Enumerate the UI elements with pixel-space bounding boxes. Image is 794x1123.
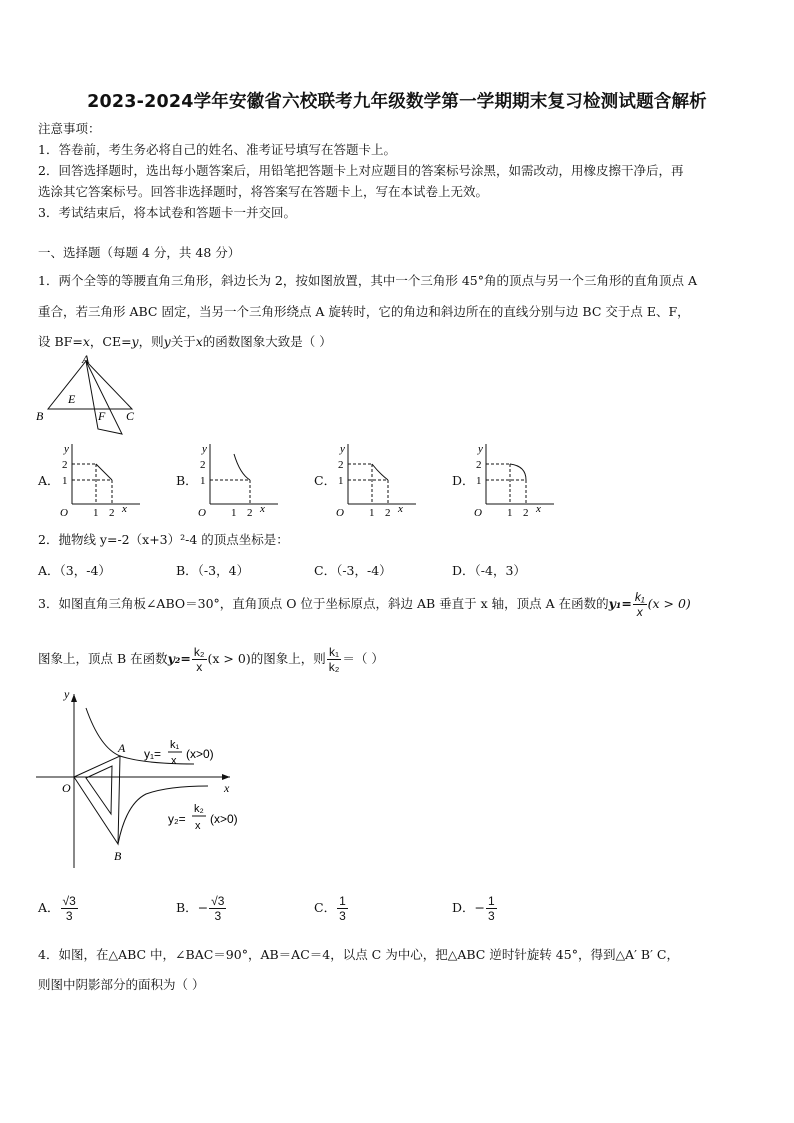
q3-option-B-label: B．	[176, 900, 198, 915]
fig-label-A: A	[118, 741, 126, 755]
q1-text-d: 关于	[170, 334, 196, 349]
q2-option-A[interactable]: A．（3，-4）	[38, 563, 111, 578]
graph-C-tick-y2: 2	[338, 459, 344, 471]
q3-y1-label: y₁=	[608, 596, 632, 611]
fig-y1-num: k₁	[170, 739, 180, 751]
graph-D-curve	[510, 464, 526, 480]
q2-option-C[interactable]: C．（-3，-4）	[314, 563, 392, 578]
q2-stem: 2．抛物线 y=-2（x+3）²-4 的顶点坐标是：	[38, 532, 289, 547]
fig-y2-cond: (x>0)	[210, 812, 238, 826]
graph-C-x-label: x	[398, 503, 403, 515]
fig-y2-label: y₂=	[168, 812, 186, 826]
graph-B-tick-x2: 2	[247, 507, 253, 518]
q3-y2-cond: (x > 0)	[207, 651, 251, 666]
q3-option-D-num: 1	[488, 894, 495, 908]
q3-y2-den: x	[196, 660, 203, 674]
q3-line-1	[38, 589, 691, 619]
q3-y1-den: x	[636, 605, 643, 619]
q3-option-B-fraction	[209, 894, 226, 923]
notice-item-1: 1．答卷前，考生务必将自己的姓名、准考证号填写在答题卡上。	[38, 142, 396, 157]
fig-y2-num: k₂	[194, 803, 204, 815]
q1-option-B-label[interactable]: B．	[176, 473, 198, 488]
graph-B-x-label: x	[260, 503, 265, 515]
graph-C-curve	[372, 464, 388, 480]
page-title: 2023-2024学年安徽省六校联考九年级数学第一学期期末复习检测试题含解析	[87, 92, 707, 112]
graph-A-tick-y1: 1	[62, 475, 68, 487]
q1-graph-C	[334, 440, 424, 518]
graph-D-x-label: x	[536, 503, 541, 515]
graph-B-origin: O	[198, 507, 206, 518]
q2-option-B[interactable]: B．（-3，4）	[176, 563, 250, 578]
q3-option-C-label: C．	[314, 900, 337, 915]
graph-B-tick-y1: 1	[200, 475, 206, 487]
graph-A-tick-x2: 2	[109, 507, 115, 518]
graph-A-y-label: y	[64, 443, 69, 455]
graph-D-tick-y1: 1	[476, 475, 482, 487]
graph-B-tick-x1: 1	[231, 507, 237, 518]
q3-option-A-fraction	[61, 894, 78, 923]
q1-option-D-label[interactable]: D．	[452, 473, 475, 488]
q1-line-2: 重合，若三角形 ABC 固定，当另一个三角形绕点 A 旋转时，它的角边和斜边所在的直线分别与边 BC 交于点 E、F，	[38, 304, 690, 319]
q1-triangle-figure	[34, 355, 144, 437]
graph-D-origin: O	[474, 507, 482, 518]
q4-line-1: 4．如图，在△ABC 中，∠BAC＝90°，AB＝AC＝4，以点 C 为中心，把△ABC 逆时针旋转 45°，得到△A′ B′ C，	[38, 947, 679, 962]
notice-item-2-cont: 选涂其它答案标号。回答非选择题时，将答案写在答题卡上，写在本试卷上无效。	[38, 184, 489, 199]
q3-text-4: ＝（ ）	[342, 651, 384, 666]
q3-y1-cond: (x > 0)	[647, 596, 691, 611]
graph-A-origin: O	[60, 507, 68, 518]
graph-A-tick-y2: 2	[62, 459, 68, 471]
q3-option-B-sign: −	[197, 900, 209, 915]
q3-option-C-fraction	[337, 894, 348, 923]
graph-D-tick-x1: 1	[507, 507, 513, 518]
q3-option-D-sign: −	[474, 900, 486, 915]
q3-option-C[interactable]	[314, 888, 349, 928]
q4-line-2: 则图中阴影部分的面积为（ ）	[38, 977, 205, 992]
q3-option-B-num: √3	[211, 894, 225, 908]
q1-graph-B	[196, 440, 286, 518]
q3-option-C-den: 3	[339, 909, 346, 923]
q3-option-A-label: A．	[38, 900, 60, 915]
fig-x-label: x	[224, 781, 230, 795]
triangle-abo	[74, 756, 120, 844]
q1-var-y: y	[131, 334, 139, 349]
label-B: B	[36, 409, 44, 423]
q3-option-A-num: √3	[62, 894, 76, 908]
q2-option-D[interactable]: D．（-4，3）	[452, 563, 526, 578]
q1-var-x-2: x	[195, 334, 203, 349]
fig-y-label: y	[64, 687, 70, 701]
graph-C-tick-x2: 2	[385, 507, 391, 518]
notice-item-3: 3．考试结束后，将本试卷和答题卡一并交回。	[38, 205, 296, 220]
q3-option-A-den: 3	[65, 909, 73, 923]
q1-line-1: 1．两个全等的等腰直角三角形，斜边长为 2，按如图放置，其中一个三角形 45°角的顶点与另一个三角形的直角顶点 A	[38, 273, 698, 288]
q3-text-2: 图象上，顶点 B 在函数	[38, 651, 168, 666]
q1-graph-A	[58, 440, 148, 518]
q3-figure	[34, 686, 264, 871]
q3-option-B[interactable]	[176, 888, 227, 928]
q1-line-3	[38, 333, 332, 351]
q3-text-3: 的图象上，则	[250, 651, 326, 666]
q1-text-e: 的函数图象大致是（ ）	[202, 334, 332, 349]
fig-y1-den: x	[171, 755, 177, 767]
fig-y1-label: y₁=	[144, 747, 162, 761]
graph-D-y-label: y	[478, 443, 483, 455]
fig-y2-den: x	[195, 820, 201, 832]
q3-option-D-label: D．	[452, 900, 475, 915]
graph-A-x-label: x	[122, 503, 127, 515]
q3-text-1: 3．如图直角三角板∠ABO＝30°，直角顶点 O 位于坐标原点，斜边 AB 垂直于 x 轴，顶点 A 在函数的	[38, 596, 609, 611]
q3-y2-label: y₂=	[167, 651, 191, 666]
fig-y1-cond: (x>0)	[186, 747, 214, 761]
q3-option-C-num: 1	[339, 894, 346, 908]
graph-A-curve	[96, 464, 112, 480]
label-F: F	[98, 409, 106, 423]
q1-text-c: ，则	[138, 334, 164, 349]
graph-D-tick-x2: 2	[523, 507, 529, 518]
graph-C-tick-y1: 1	[338, 475, 344, 487]
q1-option-A-label[interactable]: A．	[38, 473, 60, 488]
q3-y1-fraction	[633, 590, 647, 619]
triangle-inner	[86, 766, 112, 814]
q3-y1-num: k₁	[634, 590, 645, 604]
q3-option-D-fraction	[486, 894, 497, 923]
q1-text-a: 设 BF=	[38, 334, 83, 349]
label-A: A	[82, 355, 90, 366]
curve-y1	[86, 708, 194, 764]
q3-line-2	[38, 644, 384, 674]
q1-text-b: ，CE=	[89, 334, 132, 349]
q1-var-y-2: y	[163, 334, 171, 349]
graph-B-y-label: y	[202, 443, 207, 455]
fig-origin: O	[62, 781, 71, 795]
q1-var-x: x	[82, 334, 90, 349]
q3-ratio-fraction	[327, 645, 342, 674]
graph-B-tick-y2: 2	[200, 459, 206, 471]
notice-item-2: 2．回答选择题时，选出每小题答案后，用铅笔把答题卡上对应题目的答案标号涂黑，如需改动，用橡皮擦干净后，再	[38, 163, 684, 178]
label-C: C	[126, 409, 135, 423]
q1-option-C-label[interactable]: C．	[314, 473, 337, 488]
graph-D-tick-y2: 2	[476, 459, 482, 471]
notice-heading: 注意事项：	[38, 121, 101, 136]
graph-B-curve	[234, 454, 250, 480]
graph-C-origin: O	[336, 507, 344, 518]
q3-ratio-num: k₁	[327, 645, 342, 660]
q3-ratio-den: k₂	[328, 660, 340, 674]
q1-graph-D	[472, 440, 562, 518]
q3-y2-num: k₂	[193, 645, 205, 659]
q3-y2-fraction	[192, 645, 207, 674]
q3-option-A[interactable]	[38, 888, 79, 928]
curve-y2	[118, 786, 208, 844]
graph-A-tick-x1: 1	[93, 507, 99, 518]
q3-option-D[interactable]	[452, 888, 498, 928]
graph-C-tick-x1: 1	[369, 507, 375, 518]
section-heading: 一、选择题（每题 4 分，共 48 分）	[38, 245, 241, 260]
graph-C-y-label: y	[340, 443, 345, 455]
q3-option-D-den: 3	[488, 909, 495, 923]
label-E: E	[68, 392, 76, 406]
fig-label-B: B	[114, 849, 122, 863]
rotating-triangle	[86, 361, 122, 434]
q3-option-B-den: 3	[214, 909, 222, 923]
